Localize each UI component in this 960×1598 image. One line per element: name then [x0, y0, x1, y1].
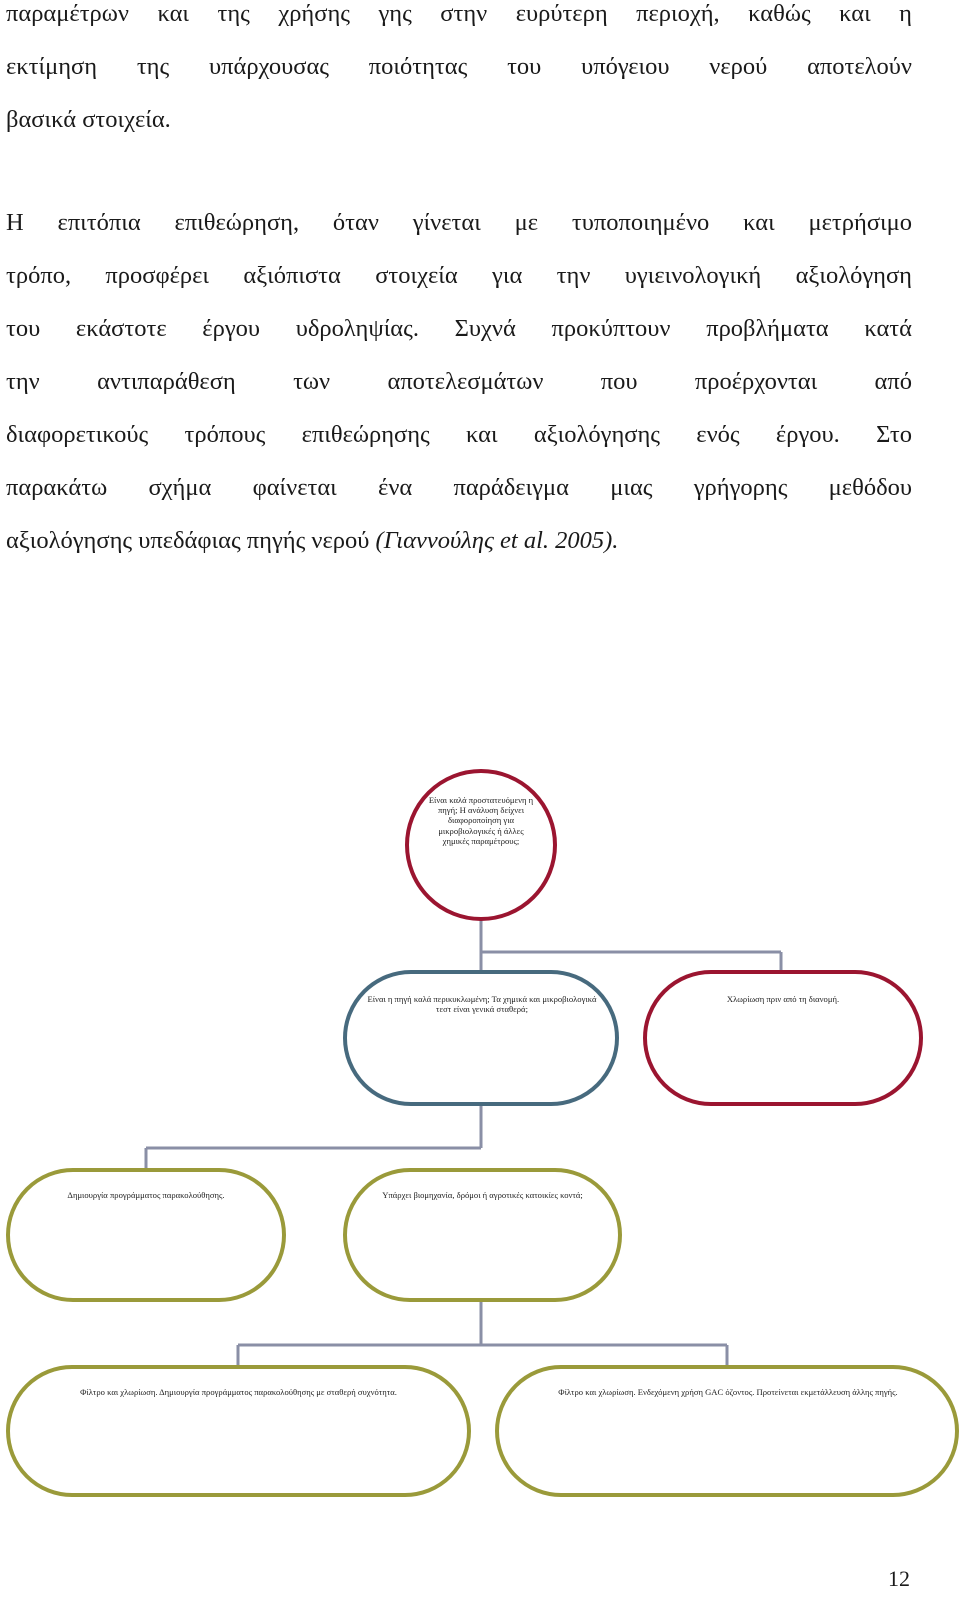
citation: (Γιαννούλης et al. 2005).: [375, 527, 619, 554]
level1-node-chlorination: [645, 972, 921, 1104]
level3-node-filter-monitoring-text: Φίλτρο και χλωρίωση. Δημιουργία προγράμματος παρακολούθησης με σταθερή συχνότητα.: [80, 1387, 397, 1397]
paragraph-line: Η επιτόπια επιθεώρηση, όταν γίνεται με τυποποιημένο και μετρήσιμο: [6, 209, 912, 236]
connector-level1-level2: [146, 1104, 481, 1170]
level1-node-chlorination-text: Χλωρίωση πριν από τη διανομή.: [726, 994, 840, 1004]
level3-node-filter-gac-text: Φίλτρο και χλωρίωση. Ενδεχόμενη χρήση GAC όζοντος. Προτείνεται εκμετάλλευση άλλης πηγής.: [558, 1387, 898, 1397]
paragraph-line: παραμέτρων και της χρήσης γης στην ευρύτερη περιοχή, καθώς και η: [6, 0, 912, 27]
paragraph-line: την αντιπαράθεση των αποτελεσμάτων που προέρχονται από: [6, 368, 912, 395]
level2-node-monitoring-text: Δημιουργία προγράμματος παρακολούθησης.: [67, 1190, 225, 1200]
page-number: 12: [888, 1566, 910, 1591]
paragraph-line: διαφορετικούς τρόπους επιθεώρησης και αξιολόγησης ενός έργου. Στο: [6, 421, 912, 448]
paragraph-text: αξιολόγησης υπεδάφιας πηγής νερού: [6, 527, 376, 554]
paragraph-line: εκτίμηση της υπάρχουσας ποιότητας του υπόγειου νερού αποτελούν: [6, 53, 912, 80]
paragraph-line: τρόπο, προσφέρει αξιόπιστα στοιχεία για την υγιεινολογική αξιολόγηση: [6, 262, 912, 289]
root-node-text: Είναι καλά προστατευόμενη η πηγή; Η ανάλυση δείχνει διαφοροποίηση για μικροβιολογικές ή άλλες χημικές παραμέτρους;: [428, 795, 534, 846]
paragraph-line: βασικά στοιχεία.: [6, 106, 171, 133]
paragraph-line: του εκάστοτε έργου υδροληψίας. Συχνά προκύπτουν προβλήματα κατά: [6, 315, 912, 342]
level1-node-enclosed-text: Είναι η πηγή καλά περικυκλωμένη; Τα χημικά και μικροβιολογικά τεστ είναι γενικά σταθερά;: [367, 994, 597, 1015]
paragraph-line: παρακάτω σχήμα φαίνεται ένα παράδειγμα μιας γρήγορης μεθόδου: [6, 474, 912, 501]
level1-node-enclosed: [345, 972, 617, 1104]
level2-node-industry-text: Υπάρχει βιομηχανία, δρόμοι ή αγροτικές κατοικίες κοντά;: [382, 1190, 583, 1200]
connector-level2-level3: [238, 1300, 727, 1367]
